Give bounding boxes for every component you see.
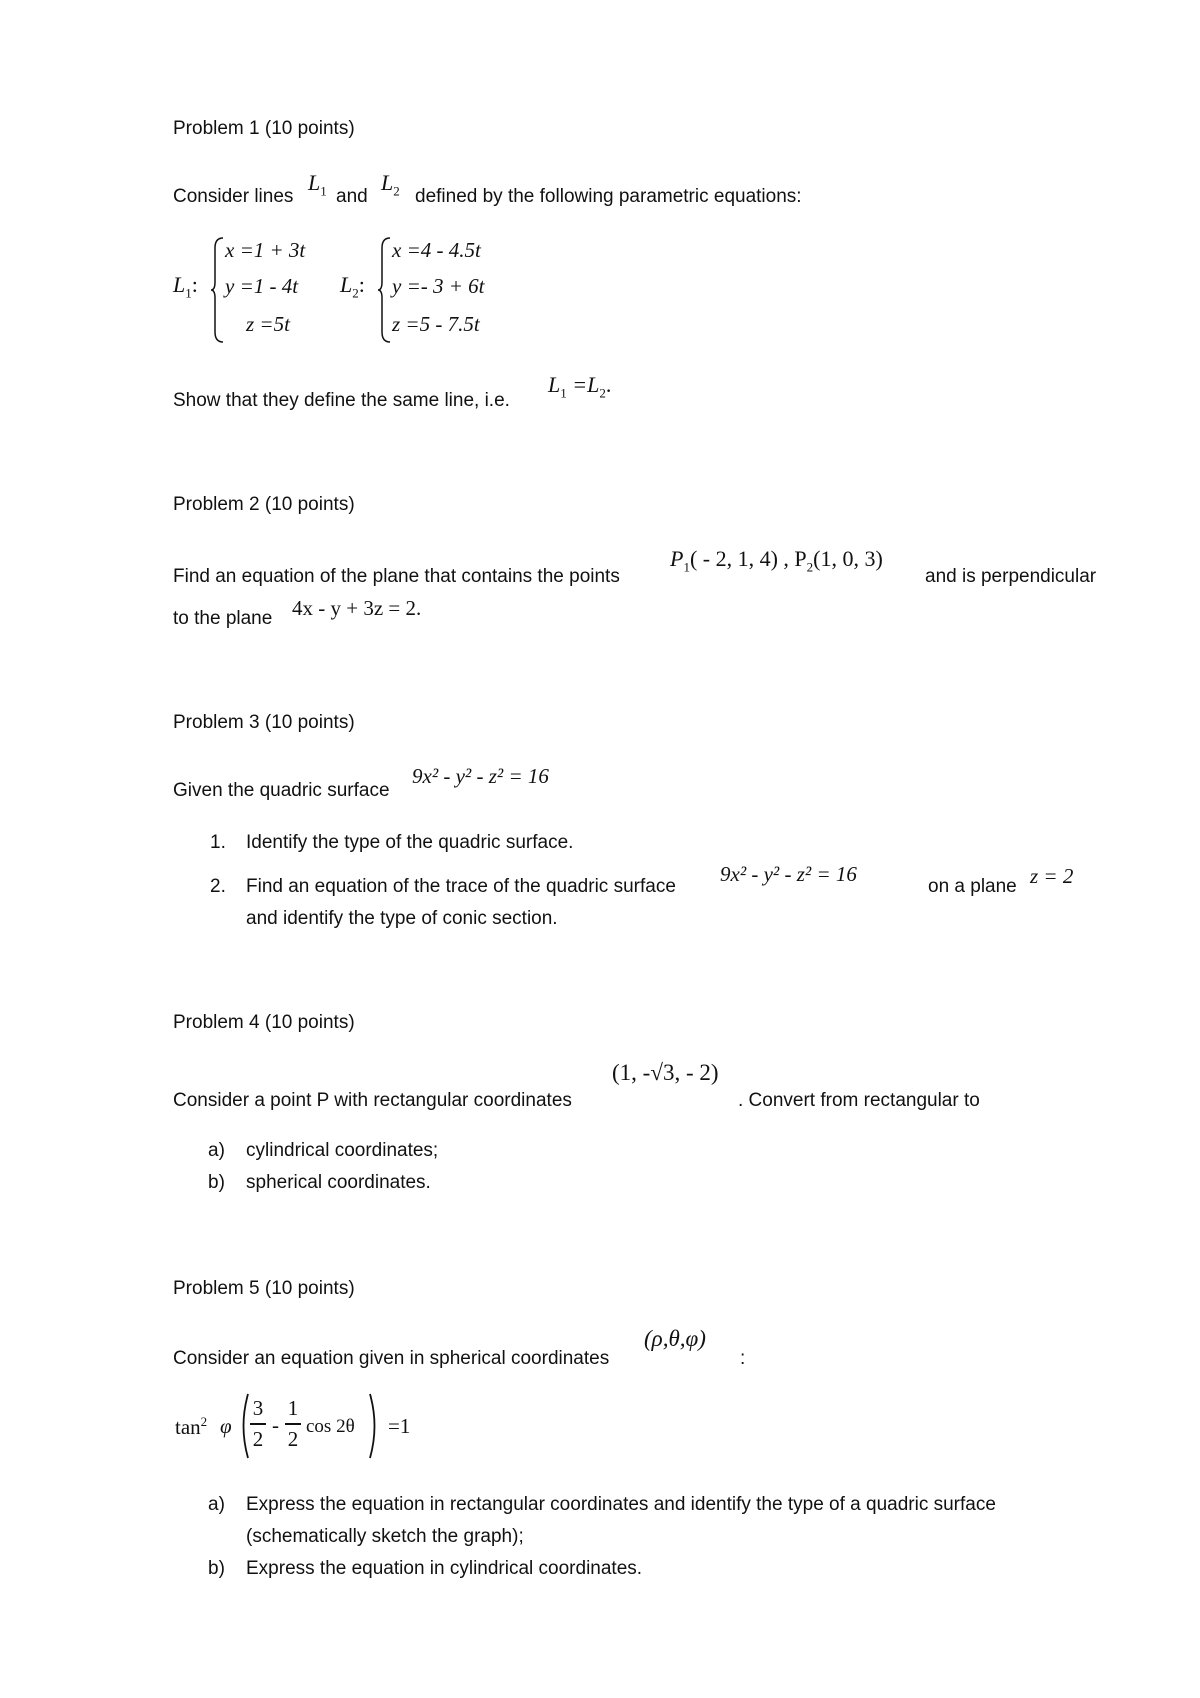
system2-eq-z: z =5 - 7.5t <box>392 312 480 336</box>
p4-line-text: Consider a point P with rectangular coordinates <box>173 1090 572 1111</box>
system1-label: $L_1$: <box>173 272 198 301</box>
p4-coordinates: (1, -√3, - 2) <box>612 1060 719 1085</box>
system1-eq-z: z =5t <box>246 312 290 336</box>
p1-l1-symbol: $L_1$ <box>308 170 327 199</box>
p5-eq-num-1: 3 <box>252 1396 264 1420</box>
p5-eq-right-paren <box>368 1392 382 1460</box>
p5-eq-tan: $\tan^2$ <box>175 1414 208 1439</box>
p5-eq-fraction-1 <box>250 1396 266 1452</box>
problem-2-title: Problem 2 (10 points) <box>173 494 355 515</box>
p1-and-text: and <box>336 186 368 207</box>
p1-equality: $L_1 =L_2$. <box>548 372 612 401</box>
p3-item2-plane-text: on a plane <box>928 876 1017 897</box>
problem-3-title: Problem 3 (10 points) <box>173 712 355 733</box>
p5-eq-left-paren <box>236 1392 250 1460</box>
p5-item-a-text-2: (schematically sketch the graph); <box>246 1526 524 1547</box>
p5-eq-num-2: 1 <box>287 1396 299 1420</box>
p5-eq-fraction-2 <box>285 1396 301 1452</box>
p1-intro-text: Consider lines <box>173 186 294 207</box>
p2-points: $P_1( - 2$, 1, 4) , $P_2(1$, 0, 3) <box>670 546 883 575</box>
system1-eq-y: y =1 - 4t <box>225 274 299 298</box>
system2-label: $L_2$: <box>340 272 365 301</box>
p2-line1-end-text: and is perpendicular <box>925 566 1097 587</box>
p4-item-b-label: b) <box>208 1172 225 1193</box>
p5-item-a-text: Express the equation in rectangular coordinates and identify the type of a quadric surface <box>246 1494 996 1515</box>
p4-item-b-text: spherical coordinates. <box>246 1172 431 1193</box>
p3-item2-plane-equation: z = 2 <box>1030 864 1074 888</box>
p2-plane-equation: 4x - y + 3z = 2. <box>292 596 422 620</box>
p4-item-a-text: cylindrical coordinates; <box>246 1140 439 1161</box>
system1-brace <box>210 236 226 344</box>
p1-intro-text-2: defined by the following parametric equations: <box>415 186 802 207</box>
p2-line2-text: to the plane <box>173 608 273 629</box>
p5-item-b-label: b) <box>208 1558 225 1579</box>
p5-eq-rhs: =1 <box>388 1414 411 1438</box>
problem-4-title: Problem 4 (10 points) <box>173 1012 355 1033</box>
system1-eq-x: x =1 + 3t <box>225 238 306 262</box>
p4-item-a-label: a) <box>208 1140 225 1161</box>
p5-eq-minus: - <box>272 1413 279 1437</box>
p2-line1-text: Find an equation of the plane that contains the points <box>173 566 620 587</box>
p5-eq-den-1: 2 <box>252 1426 264 1451</box>
p5-colon: : <box>740 1348 746 1369</box>
p3-item2-text: Find an equation of the trace of the quadric surface <box>246 876 676 897</box>
p3-item1-text: Identify the type of the quadric surface. <box>246 832 574 853</box>
p5-item-b-text: Express the equation in cylindrical coordinates. <box>246 1558 643 1579</box>
problem-5-title: Problem 5 (10 points) <box>173 1278 355 1299</box>
system2-eq-y: y =- 3 + 6t <box>392 274 485 298</box>
p3-surface-equation: 9x² - y² - z² = 16 <box>412 764 549 788</box>
p1-show-text: Show that they define the same line, i.e. <box>173 390 510 411</box>
p3-given-text: Given the quadric surface <box>173 780 390 801</box>
p5-spherical-coordinates: (ρ,θ,φ) <box>644 1326 706 1351</box>
p3-item2-equation: 9x² - y² - z² = 16 <box>720 862 857 886</box>
p5-line-text: Consider an equation given in spherical coordinates <box>173 1348 610 1369</box>
p3-item2-text-2: and identify the type of conic section. <box>246 908 558 929</box>
system2-brace <box>377 236 393 344</box>
system2-eq-x: x =4 - 4.5t <box>392 238 481 262</box>
problem-1-title: Problem 1 (10 points) <box>173 118 355 139</box>
p1-l2-symbol: $L_2$ <box>381 170 400 199</box>
p3-item1-number: 1. <box>210 832 226 853</box>
p4-line-end-text: . Convert from rectangular to <box>738 1090 980 1111</box>
p5-eq-cos: cos 2θ <box>306 1416 355 1437</box>
p5-item-a-label: a) <box>208 1494 225 1515</box>
p5-eq-phi: φ <box>220 1414 232 1438</box>
p5-eq-den-2: 2 <box>287 1426 299 1451</box>
p3-item2-number: 2. <box>210 876 226 897</box>
